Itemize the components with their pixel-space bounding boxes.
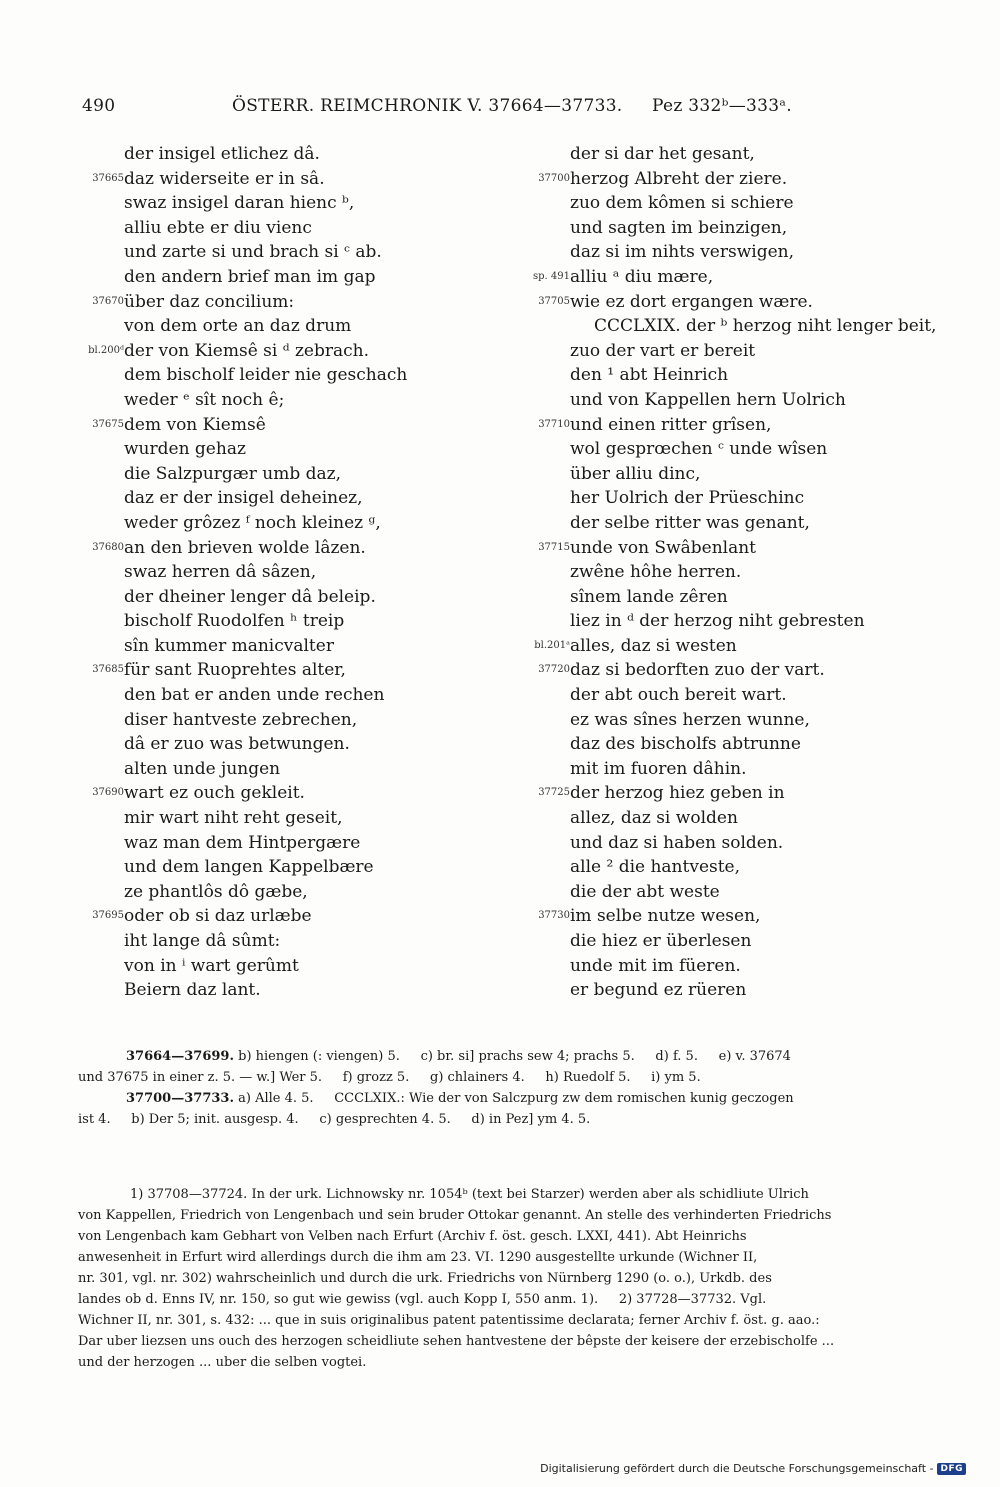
verse-line [500, 437, 960, 462]
verse-text: zwêne hôhe herren. [570, 562, 742, 583]
verse-text: er begund ez rüeren [570, 980, 747, 1001]
apparatus-row [78, 1088, 942, 1109]
verse-line [72, 781, 492, 806]
verse-text: swaz insigel daran hienc ᵇ, [124, 193, 355, 214]
footnote-line: von Kappellen, Friedrich von Lengenbach und sein bruder Ottokar genannt. An stelle des verhinderten Friedrichs [78, 1208, 832, 1223]
chapter-heading-line [500, 314, 960, 339]
verse-line [72, 978, 492, 1003]
verse-text: CCCLXIX. der ᵇ herzog niht lenger beit, [594, 316, 937, 337]
verse-text: für sant Ruoprehtes alter, [124, 660, 346, 681]
verse-text: dem bischolf leider nie geschach [124, 365, 408, 386]
verse-text: und dem langen Kappelbære [124, 857, 374, 878]
line-number: sp. 491 [533, 270, 570, 282]
verse-line [72, 904, 492, 929]
page-number: 490 [82, 96, 116, 116]
verse-line [500, 585, 960, 610]
verse-text: liez in ᵈ der herzog niht gebresten [570, 611, 865, 632]
verse-text: von in ⁱ wart gerûmt [124, 955, 299, 976]
verse-text: her Uolrich der Prüeschinc [570, 488, 805, 509]
line-number: 37680 [92, 541, 124, 553]
verse-text: den ¹ abt Heinrich [570, 365, 729, 386]
verse-line [500, 413, 960, 438]
verse-text: und sagten im beinzigen, [570, 217, 788, 238]
verse-line [500, 486, 960, 511]
line-number: 37675 [92, 418, 124, 430]
verse-line [72, 167, 492, 192]
verse-line [72, 609, 492, 634]
verse-line [500, 339, 960, 364]
verse-text: zuo der vart er bereit [570, 340, 756, 361]
verse-text: der abt ouch bereit wart. [570, 685, 787, 706]
footnote-line: nr. 301, vgl. nr. 302) wahrscheinlich und durch die urk. Friedrichs von Nürnberg 1290 (o. o.), Urkdb. des [78, 1271, 772, 1286]
verse-text: über daz concilium: [124, 291, 295, 312]
verse-line [72, 314, 492, 339]
verse-line [500, 732, 960, 757]
verse-text: der herzog hiez geben in [570, 783, 785, 804]
verse-text: wol gesprœchen ᶜ unde wîsen [570, 439, 828, 460]
verse-line [500, 536, 960, 561]
verse-text: oder ob si daz urlæbe [124, 906, 312, 927]
verse-text: waz man dem Hintpergære [124, 832, 361, 853]
apparatus-row [78, 1067, 942, 1088]
verse-line [72, 929, 492, 954]
line-number: 37705 [538, 295, 570, 307]
credit-text: Digitalisierung gefördert durch die Deutsche Forschungsgemeinschaft - [540, 1462, 934, 1475]
verse-line [500, 634, 960, 659]
line-number: 37670 [92, 295, 124, 307]
verse-line [72, 142, 492, 167]
verse-line [72, 462, 492, 487]
verse-text: der selbe ritter was genant, [570, 512, 810, 533]
verse-line [500, 708, 960, 733]
verse-line [72, 683, 492, 708]
apparatus-row [78, 1109, 942, 1130]
apparatus-row [78, 1046, 942, 1067]
verse-line [500, 511, 960, 536]
verse-line [500, 462, 960, 487]
verse-line [500, 240, 960, 265]
verse-line [72, 536, 492, 561]
verse-text: alliu ᵃ diu mære, [570, 266, 714, 287]
verse-text: über alliu dinc, [570, 463, 701, 484]
verse-line [500, 978, 960, 1003]
line-number: 37690 [92, 787, 124, 799]
verse-text: wie ez dort ergangen wære. [570, 291, 813, 312]
line-number: 37730 [538, 910, 570, 922]
line-number: 37720 [538, 664, 570, 676]
verse-text: dem von Kiemsê [124, 414, 266, 435]
verse-line [72, 437, 492, 462]
verse-text: und von Kappellen hern Uolrich [570, 389, 846, 410]
verse-column-left [72, 142, 492, 1003]
footnotes [78, 1184, 942, 1373]
verse-line [72, 732, 492, 757]
verse-line [500, 216, 960, 241]
dfg-logo: DFG [937, 1463, 966, 1475]
verse-line [72, 191, 492, 216]
verse-text: den bat er anden unde rechen [124, 685, 385, 706]
footnote-line: anwesenheit in Erfurt wird allerdings durch die ihm am 23. VI. 1290 ausgestellte urkunde (Wichner II, [78, 1250, 758, 1265]
footnote-line: 1) 37708—37724. In der urk. Lichnowsky nr. 1054ᵇ (text bei Starzer) werden aber als schidliute Ulrich [130, 1187, 809, 1202]
verse-text: sîn kummer manicvalter [124, 635, 334, 656]
verse-text: die der abt weste [570, 881, 720, 902]
apparatus-range: 37664—37699. [126, 1049, 234, 1064]
verse-line [72, 831, 492, 856]
verse-line [500, 781, 960, 806]
verse-text: unde von Swâbenlant [570, 537, 757, 558]
verse-line [72, 486, 492, 511]
verse-line [72, 511, 492, 536]
verse-text: weder grôzez ᶠ noch kleinez ᵍ, [124, 512, 381, 533]
verse-line [72, 388, 492, 413]
verse-text: Beiern daz lant. [124, 980, 261, 1001]
verse-text: ez was sînes herzen wunne, [570, 709, 810, 730]
critical-apparatus [78, 1046, 942, 1130]
line-number: 37685 [92, 664, 124, 676]
verse-text: daz widerseite er in sâ. [124, 168, 325, 189]
verse-text: weder ᵉ sît noch ê; [124, 389, 285, 410]
verse-text: unde mit im füeren. [570, 955, 741, 976]
verse-text: alle ² die hantveste, [570, 857, 741, 878]
verse-text: sînem lande zêren [570, 586, 728, 607]
verse-line [72, 560, 492, 585]
verse-line [72, 708, 492, 733]
apparatus-text: a) Alle 4. 5. CCCLXIX.: Wie der von Salczpurg zw dem romischen kunig geczogen [233, 1091, 794, 1106]
verse-line [500, 806, 960, 831]
verse-text: den andern brief man im gap [124, 266, 376, 287]
verse-line [72, 265, 492, 290]
verse-text: der insigel etlichez dâ. [124, 144, 320, 164]
verse-line [500, 855, 960, 880]
line-number: 37710 [538, 418, 570, 430]
verse-text: wart ez ouch gekleit. [124, 783, 305, 804]
verse-text: die Salzpurgær umb daz, [124, 463, 342, 484]
verse-text: alles, daz si westen [570, 635, 737, 656]
verse-line [72, 413, 492, 438]
verse-line [72, 363, 492, 388]
pez-reference: Pez 332ᵇ—333ᵃ. [652, 96, 792, 116]
verse-line [500, 191, 960, 216]
verse-text: bischolf Ruodolfen ʰ treip [124, 611, 345, 632]
verse-text: mir wart niht reht geseit, [124, 808, 343, 829]
verse-line [500, 290, 960, 315]
verse-line [500, 609, 960, 634]
verse-text: dâ er zuo was betwungen. [124, 734, 350, 755]
verse-text: wurden gehaz [124, 439, 246, 460]
verse-text: der von Kiemsê si ᵈ zebrach. [124, 340, 369, 361]
verse-line [500, 954, 960, 979]
verse-line [500, 388, 960, 413]
verse-line [72, 806, 492, 831]
verse-line [500, 831, 960, 856]
verse-text: und einen ritter grîsen, [570, 414, 772, 435]
verse-text: iht lange dâ sûmt: [124, 931, 281, 951]
verse-line [72, 290, 492, 315]
line-number: 37725 [538, 787, 570, 799]
verse-column-right [500, 142, 960, 1003]
verse-text: ze phantlôs dô gæbe, [124, 881, 308, 902]
verse-line [500, 142, 960, 167]
verse-line [72, 757, 492, 782]
verse-text: allez, daz si wolden [570, 808, 738, 829]
footnote-line: von Lengenbach kam Gebhart von Velben nach Erfurt (Archiv f. öst. gesch. LXXI, 441). Abt Heinrichs [78, 1229, 747, 1244]
verse-line [72, 880, 492, 905]
verse-text: an den brieven wolde lâzen. [124, 537, 366, 558]
line-number: 37715 [538, 541, 570, 553]
verse-line [500, 658, 960, 683]
verse-text: daz si im nihts verswigen, [570, 242, 794, 263]
verse-text: der si dar het gesant, [570, 144, 755, 164]
verse-text: die hiez er überlesen [570, 931, 752, 951]
verse-text: daz si bedorften zuo der vart. [570, 660, 825, 681]
verse-line [72, 240, 492, 265]
footnote-line: landes ob d. Enns IV, nr. 150, so gut wie gewiss (vgl. auch Kopp I, 550 anm. 1). 2) 37728—37732. Vgl. [78, 1292, 767, 1307]
digitization-credit [540, 1462, 966, 1475]
verse-line [72, 634, 492, 659]
verse-line [72, 658, 492, 683]
verse-line [72, 855, 492, 880]
verse-text: daz er der insigel deheinez, [124, 488, 363, 509]
verse-text: zuo dem kômen si schiere [570, 193, 794, 214]
verse-line [500, 929, 960, 954]
apparatus-text: ist 4. b) Der 5; init. ausgesp. 4. c) gesprechten 4. 5. d) in Pez] ym 4. 5. [78, 1112, 591, 1127]
running-title: ÖSTERR. REIMCHRONIK V. 37664—37733. [232, 96, 623, 116]
line-number: 37665 [92, 172, 124, 184]
line-number: 37695 [92, 910, 124, 922]
verse-line [500, 167, 960, 192]
verse-text: diser hantveste zebrechen, [124, 709, 358, 730]
verse-line [72, 339, 492, 364]
verse-text: swaz herren dâ sâzen, [124, 562, 317, 583]
line-number: bl.201ᵃ [534, 639, 570, 651]
verse-line [72, 954, 492, 979]
footnote-line: und der herzogen ... uber die selben vogtei. [78, 1355, 367, 1370]
verse-line [500, 757, 960, 782]
verse-line [500, 560, 960, 585]
verse-line [500, 904, 960, 929]
verse-line [500, 683, 960, 708]
page-header [82, 96, 952, 120]
verse-line [72, 585, 492, 610]
line-number: bl.200ᵈ [88, 344, 124, 356]
line-number: 37700 [538, 172, 570, 184]
verse-line [500, 363, 960, 388]
verse-text: alliu ebte er diu vienc [124, 217, 312, 238]
verse-text: von dem orte an daz drum [124, 316, 352, 337]
apparatus-text: b) hiengen (: viengen) 5. c) br. si] prachs sew 4; prachs 5. d) f. 5. e) v. 37674 [233, 1049, 791, 1064]
verse-text: im selbe nutze wesen, [570, 906, 761, 927]
verse-text: und zarte si und brach si ᶜ ab. [124, 242, 382, 263]
verse-text: daz des bischolfs abtrunne [570, 734, 801, 755]
footnote-line: Wichner II, nr. 301, s. 432: ... que in suis originalibus patent patentissime declarata; ferner Archiv f. öst. g. aao.: [78, 1313, 820, 1328]
verse-line [500, 265, 960, 290]
verse-text: und daz si haben solden. [570, 832, 784, 853]
verse-text: alten unde jungen [124, 758, 281, 779]
verse-text: mit im fuoren dâhin. [570, 758, 747, 779]
verse-line [500, 880, 960, 905]
verse-line [72, 216, 492, 241]
verse-text: herzog Albreht der ziere. [570, 168, 788, 189]
verse-text: der dheiner lenger dâ beleip. [124, 586, 376, 607]
apparatus-text: und 37675 in einer z. 5. — w.] Wer 5. f) grozz 5. g) chlainers 4. h) Ruedolf 5. i) ym 5. [78, 1070, 701, 1085]
footnote-line: Dar uber liezsen uns ouch des herzogen scheidliute sehen hantvestene der bêpste der keisere der erzebischolfe ... [78, 1334, 835, 1349]
apparatus-range: 37700—37733. [126, 1091, 234, 1106]
